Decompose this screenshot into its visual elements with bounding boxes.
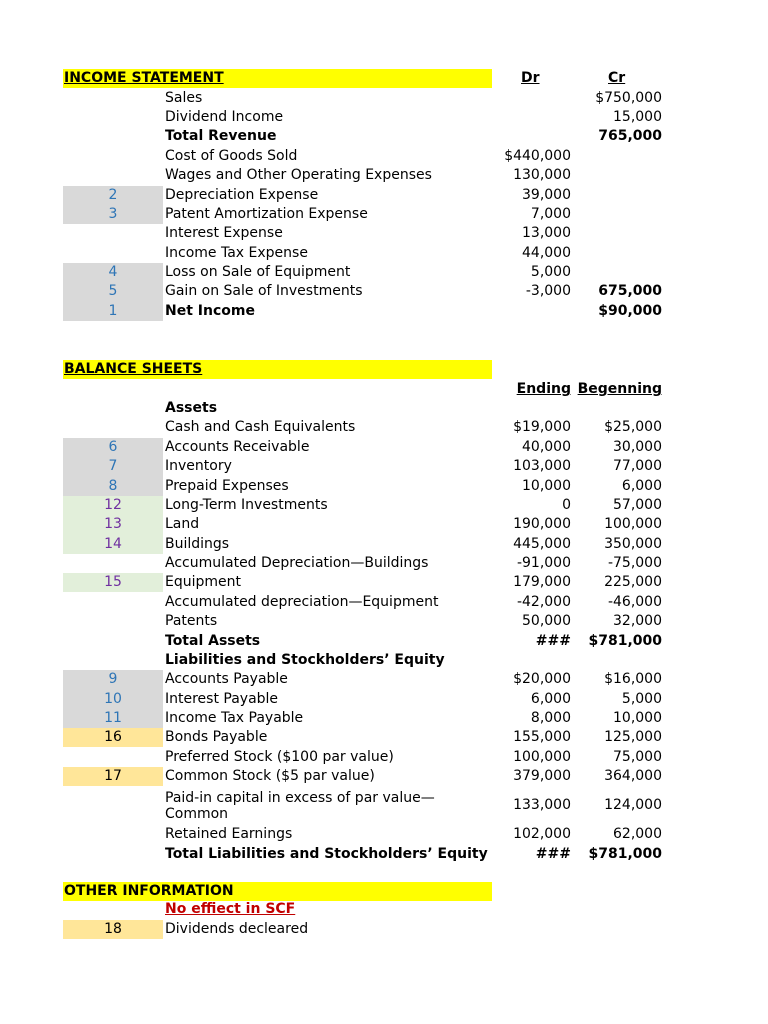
net-income-label: Net Income [165,303,255,319]
beginning-amount: -75,000 [607,555,662,571]
item-number: 1 [108,303,118,319]
item-number: 9 [108,671,118,687]
beginning-amount: 62,000 [613,826,662,842]
line-item-label: Paid-in capital in excess of par value— [165,790,435,806]
ending-amount: $19,000 [513,419,571,435]
dr-column-header: Dr [521,70,540,86]
line-item-label: Long-Term Investments [165,497,328,513]
other-information-header: OTHER INFORMATION [64,883,234,899]
liabilities-header: Liabilities and Stockholders’ Equity [165,652,445,668]
beginning-amount: $781,000 [588,633,662,649]
item-number: 10 [104,691,122,707]
ending-amount: 0 [562,497,571,513]
assets-header: Assets [165,400,218,416]
item-number: 15 [104,574,122,590]
ending-column-header: Ending [516,381,571,397]
cr-column-header: Cr [608,70,626,86]
line-item-label: Wages and Other Operating Expenses [165,167,432,183]
item-number: 17 [104,768,122,784]
line-item-label-continued: Common [165,806,229,822]
beginning-amount: $781,000 [588,846,662,862]
line-item-label: Income Tax Payable [165,710,304,726]
ending-amount: 179,000 [513,574,571,590]
line-item-label: Accumulated depreciation—Equipment [165,594,439,610]
beginning-amount: -46,000 [607,594,662,610]
ending-amount: ### [535,846,571,862]
line-item-label: Loss on Sale of Equipment [165,264,351,280]
line-item-label: Patents [165,613,218,629]
ending-amount: 8,000 [530,710,571,726]
item-number: 5 [108,283,118,299]
line-item-label: Cost of Goods Sold [165,148,298,164]
cr-amount: 765,000 [598,128,662,144]
item-number: 4 [108,264,118,280]
beginning-amount: 364,000 [604,768,662,784]
ending-amount: 133,000 [513,797,571,813]
beginning-column-header: Begenning [577,381,662,397]
ending-amount: 190,000 [513,516,571,532]
total-revenue-label: Total Revenue [165,128,277,144]
line-item-label: Buildings [165,536,230,552]
ending-amount: ### [535,633,571,649]
beginning-amount: $25,000 [604,419,662,435]
item-number: 16 [104,729,122,745]
beginning-amount: 125,000 [604,729,662,745]
line-item-label: Retained Earnings [165,826,293,842]
beginning-amount: 30,000 [613,439,662,455]
dr-amount: -3,000 [525,283,571,299]
item-number: 13 [104,516,122,532]
line-item-label: Equipment [165,574,241,590]
ending-amount: 103,000 [513,458,571,474]
line-item-label: Accumulated Depreciation—Buildings [165,555,429,571]
line-item-label: Interest Payable [165,691,279,707]
item-number: 8 [108,478,118,494]
beginning-amount: 57,000 [613,497,662,513]
beginning-amount: 75,000 [613,749,662,765]
item-number: 2 [108,187,118,203]
item-number: 14 [104,536,122,552]
ending-amount: 6,000 [530,691,571,707]
total-assets-label: Total Assets [165,633,261,649]
beginning-amount: $16,000 [604,671,662,687]
ending-amount: -42,000 [516,594,571,610]
dr-amount: 130,000 [513,167,571,183]
ending-amount: 445,000 [513,536,571,552]
line-item-label: Income Tax Expense [165,245,308,261]
dr-amount: $440,000 [504,148,571,164]
beginning-amount: 100,000 [604,516,662,532]
beginning-amount: 10,000 [613,710,662,726]
beginning-amount: 77,000 [613,458,662,474]
line-item-label: Sales [165,90,203,106]
line-item-label: Bonds Payable [165,729,268,745]
line-item-label: Gain on Sale of Investments [165,283,363,299]
cr-amount: 15,000 [613,109,662,125]
total-liabilities-equity-label: Total Liabilities and Stockholders’ Equity [165,846,488,862]
net-income-amount: $90,000 [598,303,662,319]
ending-amount: 100,000 [513,749,571,765]
ending-amount: 155,000 [513,729,571,745]
income-statement-header: INCOME STATEMENT [64,70,224,86]
beginning-amount: 225,000 [604,574,662,590]
item-number: 7 [108,458,118,474]
line-item-label: Common Stock ($5 par value) [165,768,375,784]
dr-amount: 7,000 [530,206,571,222]
beginning-amount: 5,000 [621,691,662,707]
line-item-label: Accounts Payable [165,671,288,687]
item-number: 11 [104,710,122,726]
line-item-label: Accounts Receivable [165,439,310,455]
beginning-amount: 32,000 [613,613,662,629]
line-item-label: Dividend Income [165,109,284,125]
ending-amount: 379,000 [513,768,571,784]
line-item-label: Prepaid Expenses [165,478,289,494]
beginning-amount: 350,000 [604,536,662,552]
line-item-label: Interest Expense [165,225,283,241]
ending-amount: -91,000 [516,555,571,571]
line-item-label: Dividends decleared [165,921,309,937]
balance-sheets-header: BALANCE SHEETS [64,361,203,377]
line-item-label: Preferred Stock ($100 par value) [165,749,394,765]
item-number: 3 [108,206,118,222]
item-number: 6 [108,439,118,455]
ending-amount: 102,000 [513,826,571,842]
line-item-label: Depreciation Expense [165,187,319,203]
dr-amount: 39,000 [522,187,571,203]
ending-amount: 10,000 [522,478,571,494]
dr-amount: 13,000 [522,225,571,241]
beginning-amount: 124,000 [604,797,662,813]
line-item-label: Cash and Cash Equivalents [165,419,356,435]
no-effect-note: No effiect in SCF [165,901,296,917]
cr-amount: $750,000 [595,90,662,106]
ending-amount: 50,000 [522,613,571,629]
line-item-label: Land [165,516,200,532]
line-item-label: Inventory [165,458,232,474]
ending-amount: 40,000 [522,439,571,455]
ending-amount: $20,000 [513,671,571,687]
dr-amount: 44,000 [522,245,571,261]
item-number: 12 [104,497,122,513]
dr-amount: 5,000 [530,264,571,280]
beginning-amount: 6,000 [621,478,662,494]
cr-amount: 675,000 [598,283,662,299]
line-item-label: Patent Amortization Expense [165,206,368,222]
item-number: 18 [104,921,122,937]
